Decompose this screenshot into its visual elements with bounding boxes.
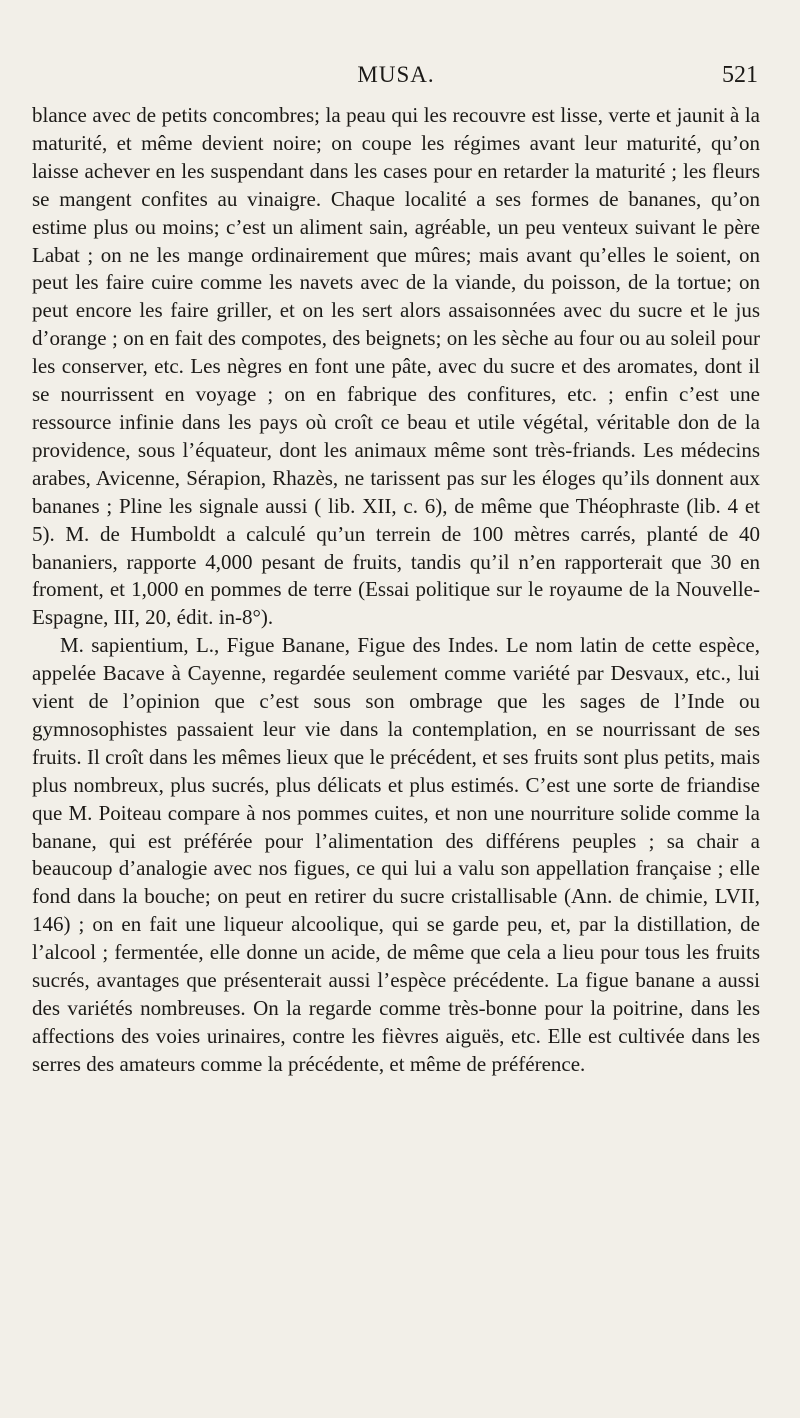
page-header <box>32 62 760 102</box>
running-title: MUSA. <box>357 62 435 87</box>
page-text <box>32 102 760 1079</box>
paragraph-musa-uses: blance avec de petits concombres; la peau qui les recouvre est lisse, verte et jaunit à la maturité, et même devient noire; on coupe les régimes avant leur maturité, qu’on laisse achever en les suspendant dans les cases pour en retarder la maturité ; les fleurs se mangent confites au vinaigre. Chaque localité a ses formes de bananes, qu’on estime plus ou moins; c’est un aliment sain, agréable, un peu venteux suivant le père Labat ; on ne les mange ordinairement que mûres; mais avant qu’elles le soient, on peut les faire cuire comme les navets avec de la viande, du poisson, de la tortue; on peut encore les faire griller, et on les sert alors assaisonnées avec du sucre et le jus d’orange ; on en fait des compotes, des beignets; on les sèche au four ou au soleil pour les conserver, etc. Les nègres en font une pâte, avec du sucre et des aromates, dont il se nourrissent en voyage ; on en fabrique des confitures, etc. ; enfin c’est une ressource infinie dans les pays où croît ce beau et utile végétal, véritable don de la providence, sous l’équateur, dont les animaux même sont très-friands. Les médecins arabes, Avicenne, Sérapion, Rhazès, ne tarissent pas sur les éloges qu’ils donnent aux bananes ; Pline les signale aussi ( lib. XII, c. 6), de même que Théophraste (lib. 4 et 5). M. de Humboldt a calculé qu’un terrein de 100 mètres carrés, planté de 40 bananiers, rapporte 4,000 pesant de fruits, tandis qu’il n’en rapporterait que 30 en froment, et 1,000 en pommes de terre (Essai politique sur le royaume de la Nouvelle-Espagne, III, 20, édit. in-8°). <box>32 103 760 630</box>
paragraph-musa-sapientium: M. sapientium, L., Figue Banane, Figue des Indes. Le nom latin de cette espèce, appelée Bacave à Cayenne, regardée seulement comme variété par Desvaux, etc., lui vient de l’opinion que c’est sous son ombrage que les sages de l’Inde ou gymnosophistes passaient leur vie dans la contemplation, en se nourrissant de ses fruits. Il croît dans les mêmes lieux que le précédent, et ses fruits sont plus petits, mais plus nombreux, plus sucrés, plus délicats et plus estimés. C’est une sorte de friandise que M. Poiteau compare à nos pommes cuites, et non une nourriture solide comme la banane, qui est préférée pour l’alimentation des différens peuples ; sa chair a beaucoup d’analogie avec nos figues, ce qui lui a valu son appellation française ; elle fond dans la bouche; on peut en retirer du sucre cristallisable (Ann. de chimie, LVII, 146) ; on en fait une liqueur alcoolique, qui se garde peu, et, par la distillation, de l’alcool ; fermentée, elle donne un acide, de même que cela a lieu pour tous les fruits sucrés, avantages que présenterait aussi l’espèce précédente. La figue banane a aussi des variétés nombreuses. On la regarde comme très-bonne pour la poitrine, dans les affections des voies urinaires, contre les fièvres aiguës, etc. Elle est cultivée dans les serres des amateurs comme la précédente, et même de préférence. <box>32 633 760 1076</box>
page-number: 521 <box>722 62 758 88</box>
